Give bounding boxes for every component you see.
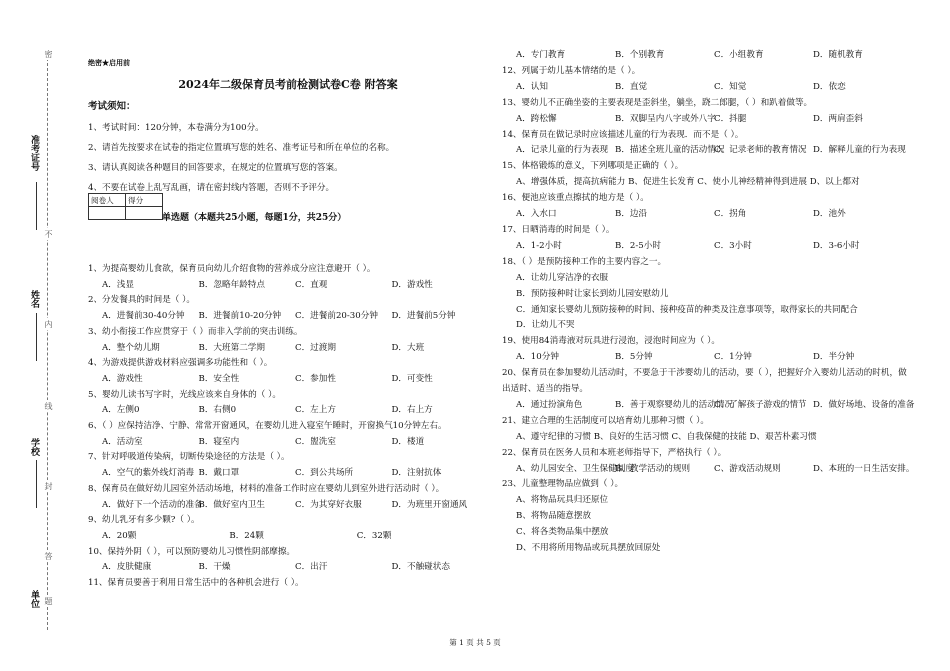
answer-option[interactable]: B．5分钟	[615, 352, 653, 363]
question-item	[88, 513, 488, 544]
question-item	[88, 356, 488, 387]
question-item	[88, 419, 488, 450]
question-item	[502, 128, 912, 160]
question-text: 10、保持外阴（ ），可以预防婴幼儿习惯性阴部摩擦。	[88, 546, 296, 557]
answer-option[interactable]: D．两肩歪斜	[813, 113, 863, 124]
answer-option[interactable]: D．做好场地、设备的准备	[813, 399, 915, 410]
answer-option[interactable]: D．依恋	[813, 81, 846, 92]
answer-option[interactable]: D．不触碰状态	[391, 562, 450, 573]
answer-option[interactable]: D．3-6小时	[813, 240, 860, 251]
answer-option[interactable]: A．通过扮演角色	[516, 399, 583, 410]
question-text: 18、（ ）是预防接种工作的主要内容之一。	[502, 256, 667, 267]
answer-option[interactable]: D．进餐前5分钟	[391, 311, 456, 322]
question-text: 6、（ ）应保持洁净、宁静、常常开窗通风，在婴幼儿进入寝室午睡时，开窗换气10分钟左右。	[88, 421, 447, 432]
question-text: 9、幼儿乳牙有多少颗?（ ）。	[88, 515, 200, 526]
answer-option[interactable]: B．边沿	[615, 209, 648, 220]
answer-options	[502, 80, 912, 96]
notice-item: 4、不要在试卷上乱写乱画，请在密封线内答题，否则不予评分。	[88, 183, 335, 193]
answer-option[interactable]: A．浅显	[102, 279, 134, 290]
name-line	[36, 313, 37, 361]
question-item	[502, 159, 912, 191]
answer-option[interactable]: C．1分钟	[714, 352, 752, 363]
question-text: 12、列属于幼儿基本情绪的是（ ）。	[502, 65, 641, 76]
answer-options	[88, 403, 488, 419]
answer-option[interactable]: A、将物品玩具归还原位	[516, 495, 609, 506]
answer-option[interactable]: B．双脚呈内八字或外八字	[615, 113, 716, 124]
answer-option[interactable]: B．直觉	[615, 81, 648, 92]
answer-option[interactable]: A．认知	[516, 81, 548, 92]
answer-option[interactable]: C．拐角	[714, 209, 747, 220]
question-text: 16、便池应该重点擦拭的地方是（ ）。	[502, 193, 649, 204]
question-item	[502, 414, 912, 446]
answer-option[interactable]: A、增强体质，提高抗病能力 B、促进生长发育 C、使小儿神经精神得到进展 D、以上都对	[516, 177, 860, 188]
question-item	[502, 366, 915, 414]
notice-item: 1、考试时间：120分钟，本卷满分为100分。	[88, 123, 264, 133]
answer-option[interactable]: D、不用将所用物品或玩具摆放回原处	[516, 543, 661, 554]
answer-option[interactable]: A．记录儿童的行为表现	[516, 145, 609, 156]
answer-option[interactable]: C．通知家长婴幼儿预防接种的时间、接种疫苗的种类及注意事项等，取得家长的共同配合	[516, 304, 858, 315]
binding-strip	[0, 40, 60, 630]
question-item	[502, 64, 912, 96]
answer-option[interactable]: D．大班	[391, 342, 425, 353]
question-text: 11、保育员要善于利用日常生活中的各种机会进行（ ）。	[88, 578, 304, 589]
notice-list	[88, 118, 488, 198]
question-item	[88, 293, 488, 324]
answer-options	[88, 498, 488, 514]
question-item	[502, 223, 912, 255]
answer-options	[88, 466, 488, 482]
answer-option[interactable]: B．进餐前10-20分钟	[198, 311, 282, 322]
section-heading: 单选题（本题共25小题，每题1分，共25分）	[162, 213, 347, 223]
answer-option[interactable]: B．戴口罩	[198, 468, 240, 479]
answer-option[interactable]: A．做好下一个活动的准备	[102, 499, 203, 510]
score-box	[88, 193, 163, 220]
answer-option[interactable]: D．右上方	[391, 405, 433, 416]
answer-options	[502, 462, 915, 478]
answer-option[interactable]: A．游戏性	[102, 373, 143, 384]
answer-options	[88, 309, 488, 325]
question-item	[88, 482, 488, 513]
answer-option[interactable]: B．大班第二学期	[198, 342, 265, 353]
notice-item: 2、请首先按要求在试卷的指定位置填写您的姓名、准考证号和所在单位的名称。	[88, 143, 395, 153]
answer-option[interactable]: C．了解孩子游戏的情节	[714, 399, 807, 410]
answer-option[interactable]: B．个别教育	[615, 50, 665, 60]
notice-heading: 考试须知：	[88, 101, 136, 112]
answer-option[interactable]: C．知觉	[714, 81, 747, 92]
answer-option[interactable]: C．到公共场所	[295, 468, 354, 479]
seal-mark-bu: 不	[44, 230, 53, 238]
page-footer: 第 1 页 共 5 页	[449, 638, 501, 647]
score-header: 得分	[126, 194, 163, 207]
answer-option[interactable]: B、将物品随意摆放	[516, 511, 592, 522]
seal-mark-feng: 封	[44, 482, 53, 490]
answer-options	[502, 143, 912, 159]
notice-item: 3、请认真阅读各种题目的回答要求，在规定的位置填写您的答案。	[88, 163, 343, 173]
answer-option[interactable]: D．可变性	[391, 373, 433, 384]
answer-option[interactable]: B．善于观察婴幼儿的活动情况	[615, 399, 734, 410]
answer-option[interactable]: A．皮肤健康	[102, 562, 152, 573]
answer-options	[502, 239, 912, 255]
answer-option[interactable]: C．抖腿	[714, 113, 747, 124]
page-title: 2024年二级保育员考前检测试卷C卷 附答案	[178, 78, 398, 91]
answer-option[interactable]: D、本班的一日生活安排。	[813, 463, 915, 474]
question-text: 19、使用84消毒液对玩具进行浸泡，浸泡时间应为（ ）。	[502, 336, 720, 347]
answer-option[interactable]: A．1-2小时	[516, 240, 562, 251]
answer-option[interactable]: A．整个幼儿期	[102, 342, 160, 353]
reviewer-cell[interactable]	[89, 207, 126, 220]
answer-option[interactable]: A．活动室	[102, 436, 143, 447]
answer-option[interactable]: C．进餐前20-30分钟	[295, 311, 378, 322]
answer-option[interactable]: C．盥洗室	[295, 436, 336, 447]
reviewer-header: 阅卷人	[89, 194, 126, 207]
answer-option[interactable]: C、游戏活动规则	[714, 463, 781, 474]
question-item	[88, 545, 488, 576]
answer-option[interactable]: C．直观	[295, 279, 328, 290]
answer-option[interactable]: B．干燥	[198, 562, 231, 573]
answer-options	[502, 350, 912, 366]
answer-option[interactable]: A．入水口	[516, 209, 557, 220]
seal-mark-da: 答	[44, 552, 53, 560]
answer-option[interactable]: B．预防接种时让家长到幼儿园安慰幼儿	[516, 288, 669, 299]
answer-option[interactable]: C．32颗	[356, 530, 392, 541]
answer-option[interactable]: B．右侧0	[198, 405, 237, 416]
answer-option[interactable]: A、遵守纪律的习惯 B、良好的生活习惯 C、自我保健的技能 D、艰苦朴素习惯	[516, 431, 817, 442]
answer-option[interactable]: C．记录老师的教育情况	[714, 145, 807, 156]
seal-mark-nei: 内	[44, 320, 53, 328]
question-item	[502, 334, 912, 366]
question-text: 3、幼小衔接工作应贯穿于（ ）而非入学前的突击训练。	[88, 326, 303, 337]
question-text: 5、婴幼儿读书写字时，光线应该来自身体的（ ）。	[88, 389, 281, 400]
question-text: 7、针对呼吸道传染病，切断传染途径的方法是（ ）。	[88, 452, 290, 463]
answer-option[interactable]: C．左上方	[295, 405, 336, 416]
seal-mark-ti: 题	[44, 597, 53, 605]
answer-option[interactable]: D．为班里开窗通风	[391, 499, 468, 510]
question-item	[502, 191, 912, 223]
answer-options	[502, 48, 912, 64]
answer-options	[88, 435, 488, 451]
question-text: 13、婴幼儿不正确坐姿的主要表现是歪斜坐，躺坐，跷二郎腿，（ ）和趴着做等。	[502, 97, 813, 108]
answer-option[interactable]: C．为其穿好衣服	[295, 499, 362, 510]
answer-option[interactable]: C．参加性	[295, 373, 336, 384]
answer-option[interactable]: D．让幼儿不哭	[516, 320, 575, 331]
question-text: 23、儿童整理物品应做到（ ）。	[502, 479, 624, 490]
question-text: 22、保育员在医务人员和本班老师指导下，严格执行（ ）。	[502, 447, 727, 458]
seal-line	[47, 58, 48, 630]
question-item	[88, 576, 488, 592]
answer-option[interactable]: D．半分钟	[813, 352, 855, 363]
answer-option[interactable]: A．让幼儿穿洁净的衣服	[516, 272, 609, 283]
binding-label-exam-number: 准考证号	[29, 135, 39, 171]
answer-option[interactable]: A．进餐前30-40分钟	[102, 311, 185, 322]
answer-option[interactable]: C．3小时	[714, 240, 752, 251]
answer-options	[88, 341, 488, 357]
school-line	[36, 460, 37, 508]
answer-option[interactable]: B．忽略年龄特点	[198, 279, 265, 290]
answer-option[interactable]: B、教学活动的规则	[615, 463, 691, 474]
question-item	[502, 477, 912, 557]
question-item	[502, 255, 912, 335]
answer-option[interactable]: B．描述全班儿童的活动情况	[615, 145, 725, 156]
answer-options	[502, 112, 912, 128]
answer-option[interactable]: C．小组教育	[714, 50, 764, 60]
question-text: 21、建立合理的生活制度可以培育幼儿那种习惯（ ）。	[502, 415, 710, 426]
seal-mark-mi: 密	[44, 50, 53, 58]
answer-options	[88, 560, 488, 576]
answer-option[interactable]: D．解释儿童的行为表现	[813, 145, 906, 156]
secret-label: 绝密★启用前	[88, 58, 130, 67]
answer-option[interactable]: A．左侧0	[102, 405, 140, 416]
answer-option[interactable]: D．随机教育	[813, 50, 863, 60]
answer-option[interactable]: D．注射抗体	[391, 468, 442, 479]
question-text: 4、为游戏提供游戏材料应强调多功能性和（ ）。	[88, 358, 273, 369]
answer-option[interactable]: B．做好室内卫生	[198, 499, 265, 510]
answer-option[interactable]: A．专门教育	[516, 50, 566, 60]
answer-options	[502, 398, 915, 414]
answer-option[interactable]: C、将各类物品集中摆放	[516, 527, 609, 538]
question-item	[88, 325, 488, 356]
answer-option[interactable]: B．安全性	[198, 373, 240, 384]
question-text: 20、保育员在参加婴幼儿活动时，不要急于干涉婴幼儿的活动，要（ ），把握好介入婴幼儿活动的时机，做出适时、适当的指导。	[502, 368, 907, 395]
question-text: 14、保育员在做记录时应该描述儿童的行为表现．而不是（ ）。	[502, 129, 744, 140]
question-text: 2、分发餐具的时间是（ ）。	[88, 295, 196, 306]
question-item	[88, 450, 488, 481]
question-item	[502, 48, 912, 64]
answer-option[interactable]: B．2-5小时	[615, 240, 661, 251]
answer-options	[88, 278, 488, 294]
question-item	[502, 96, 912, 128]
answer-option[interactable]: A．10分钟	[516, 352, 559, 363]
answer-option[interactable]: C．过渡期	[295, 342, 336, 353]
answer-option[interactable]: A．空气的紫外线灯消毒	[102, 468, 195, 479]
answer-option[interactable]: A．跨松懈	[516, 113, 557, 124]
binding-label-name: 姓名	[29, 290, 39, 308]
questions-column-left	[88, 262, 488, 592]
question-text: 17、日晒消毒的时间是（ ）。	[502, 224, 615, 235]
binding-label-unit: 单位	[29, 590, 39, 608]
answer-option[interactable]: C．出汗	[295, 562, 328, 573]
binding-label-school: 学校	[29, 438, 39, 456]
questions-column-right	[502, 48, 915, 557]
answer-option[interactable]: D．池外	[813, 209, 846, 220]
question-item	[88, 262, 488, 293]
answer-options	[88, 529, 488, 545]
answer-option[interactable]: B．24颗	[229, 530, 264, 541]
answer-options	[88, 372, 488, 388]
question-text: 1、为提高婴幼儿食欲，保育员向幼儿介绍食物的营养成分应注意避开（ ）。	[88, 264, 376, 274]
question-text: 8、保育员在做好幼儿园室外活动场地，材料的准备工作时应在婴幼儿到室外进行活动时（ ）。	[88, 483, 445, 494]
seal-mark-xian: 线	[44, 402, 53, 410]
answer-options	[502, 207, 912, 223]
answer-option[interactable]: A、幼儿园安全、卫生保健制度	[516, 463, 634, 474]
exam-number-line	[36, 182, 37, 230]
question-item	[502, 446, 915, 478]
question-text: 15、体格锻炼的意义，下列哪项是正确的（ ）。	[502, 161, 684, 172]
question-item	[88, 388, 488, 419]
answer-option[interactable]: B．寝室内	[198, 436, 240, 447]
answer-option[interactable]: D．楼道	[391, 436, 425, 447]
answer-option[interactable]: D．游戏性	[391, 279, 433, 290]
answer-option[interactable]: A．20颗	[102, 530, 137, 541]
score-cell[interactable]	[126, 207, 163, 220]
